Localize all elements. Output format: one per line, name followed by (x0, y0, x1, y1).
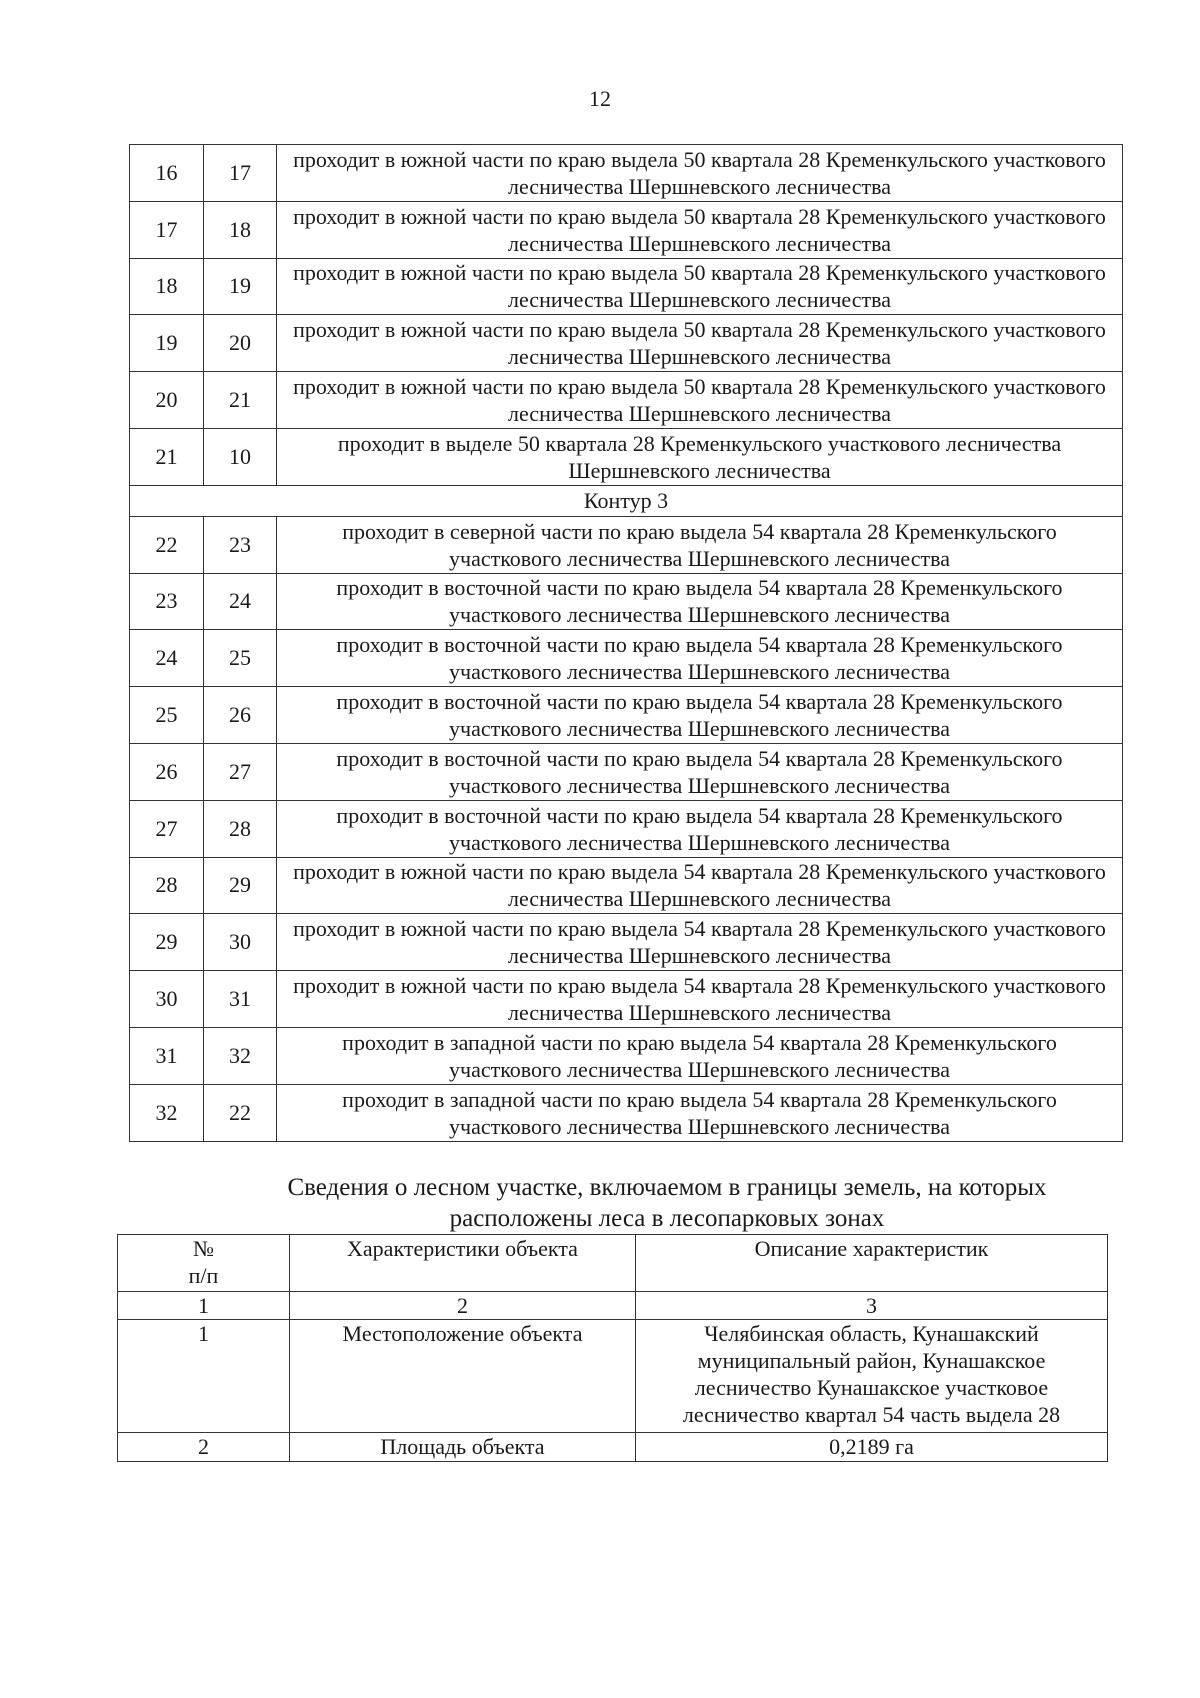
row-characteristic: Площадь объекта (290, 1433, 636, 1462)
boundary-description: проходит в южной части по краю выдела 50 квартала 28 Кременкульского участкового лесничества Шершневского лесничества (277, 372, 1123, 429)
point-to: 27 (204, 743, 277, 800)
point-from: 28 (130, 857, 204, 914)
page-number: 12 (589, 86, 611, 111)
boundary-description: проходит в южной части по краю выдела 50 квартала 28 Кременкульского участкового лесничества Шершневского лесничества (277, 258, 1123, 315)
header-number-symbol: № (193, 1236, 214, 1261)
boundary-row (130, 743, 1123, 800)
info-index-row (118, 1292, 1108, 1320)
boundary-row (130, 630, 1123, 687)
row-description (636, 1320, 1108, 1433)
section-title (117, 1172, 1200, 1234)
boundary-description: проходит в восточной части по краю выдела 54 квартала 28 Кременкульского участкового лесничества Шершневского лесничества (277, 630, 1123, 687)
boundary-description: проходит в западной части по краю выдела 54 квартала 28 Кременкульского участкового лесничества Шершневского лесничества (277, 1027, 1123, 1084)
boundary-description: проходит в восточной части по краю выдела 54 квартала 28 Кременкульского участкового лесничества Шершневского лесничества (277, 743, 1123, 800)
row-description: 0,2189 га (636, 1433, 1108, 1462)
description-line: лесничество Кунашакское участковое (694, 1375, 1049, 1400)
point-from: 19 (130, 315, 204, 372)
point-to: 21 (204, 372, 277, 429)
point-from: 30 (130, 971, 204, 1028)
index-cell: 2 (290, 1292, 636, 1320)
boundary-row (130, 372, 1123, 429)
boundary-description: проходит в восточной части по краю выдела 54 квартала 28 Кременкульского участкового лесничества Шершневского лесничества (277, 687, 1123, 744)
point-from: 16 (130, 145, 204, 202)
boundary-description: проходит в южной части по краю выдела 54 квартала 28 Кременкульского участкового лесничества Шершневского лесничества (277, 971, 1123, 1028)
boundary-row (130, 573, 1123, 630)
point-from: 26 (130, 743, 204, 800)
boundary-row (130, 914, 1123, 971)
point-to: 32 (204, 1027, 277, 1084)
info-row-location (118, 1320, 1108, 1433)
boundary-description: проходит в выделе 50 квартала 28 Кременкульского участкового лесничества Шершневского лесничества (277, 428, 1123, 485)
boundary-row (130, 1084, 1123, 1141)
point-to: 24 (204, 573, 277, 630)
boundary-row (130, 201, 1123, 258)
boundary-row (130, 145, 1123, 202)
index-cell: 1 (118, 1292, 290, 1320)
boundary-description: проходит в южной части по краю выдела 50 квартала 28 Кременкульского участкового лесничества Шершневского лесничества (277, 315, 1123, 372)
boundary-description: проходит в южной части по краю выдела 54 квартала 28 Кременкульского участкового лесничества Шершневского лесничества (277, 914, 1123, 971)
description-line: Челябинская область, Кунашакский (704, 1321, 1039, 1346)
header-number-abbr: п/п (188, 1263, 219, 1288)
boundary-row (130, 800, 1123, 857)
point-from: 32 (130, 1084, 204, 1141)
boundary-description: проходит в южной части по краю выдела 50 квартала 28 Кременкульского участкового лесничества Шершневского лесничества (277, 201, 1123, 258)
boundary-description: проходит в восточной части по краю выдела 54 квартала 28 Кременкульского участкового лесничества Шершневского лесничества (277, 573, 1123, 630)
contour-row (130, 485, 1123, 516)
boundary-row (130, 687, 1123, 744)
contour-label: Контур 3 (130, 485, 1123, 516)
point-to: 17 (204, 145, 277, 202)
boundary-row (130, 971, 1123, 1028)
point-to: 25 (204, 630, 277, 687)
boundary-row (130, 1027, 1123, 1084)
boundary-row (130, 315, 1123, 372)
point-to: 30 (204, 914, 277, 971)
boundary-table (129, 144, 1123, 1142)
section-title-line-2: расположены леса в лесопарковых зонах (449, 1205, 885, 1232)
point-to: 26 (204, 687, 277, 744)
point-from: 25 (130, 687, 204, 744)
point-from: 17 (130, 201, 204, 258)
row-number: 2 (118, 1433, 290, 1462)
point-to: 23 (204, 516, 277, 573)
boundary-description: проходит в западной части по краю выдела 54 квартала 28 Кременкульского участкового лесничества Шершневского лесничества (277, 1084, 1123, 1141)
boundary-description: проходит в южной части по краю выдела 54 квартала 28 Кременкульского участкового лесничества Шершневского лесничества (277, 857, 1123, 914)
row-number: 1 (118, 1320, 290, 1433)
header-characteristics: Характеристики объекта (290, 1235, 636, 1292)
boundary-row (130, 258, 1123, 315)
boundary-row (130, 428, 1123, 485)
point-to: 18 (204, 201, 277, 258)
point-from: 29 (130, 914, 204, 971)
description-line: лесничество квартал 54 часть выдела 28 (682, 1402, 1061, 1427)
header-description: Описание характеристик (636, 1235, 1108, 1292)
point-from: 22 (130, 516, 204, 573)
point-to: 29 (204, 857, 277, 914)
description-line: муниципальный район, Кунашакское (697, 1348, 1046, 1373)
point-to: 20 (204, 315, 277, 372)
info-header-row (118, 1235, 1108, 1292)
point-from: 21 (130, 428, 204, 485)
boundary-description: проходит в южной части по краю выдела 50 квартала 28 Кременкульского участкового лесничества Шершневского лесничества (277, 145, 1123, 202)
boundary-description: проходит в восточной части по краю выдела 54 квартала 28 Кременкульского участкового лесничества Шершневского лесничества (277, 800, 1123, 857)
boundary-description: проходит в северной части по краю выдела 54 квартала 28 Кременкульского участкового лесничества Шершневского лесничества (277, 516, 1123, 573)
info-row-area (118, 1433, 1108, 1462)
point-from: 20 (130, 372, 204, 429)
boundary-row (130, 516, 1123, 573)
point-from: 31 (130, 1027, 204, 1084)
point-from: 27 (130, 800, 204, 857)
point-from: 24 (130, 630, 204, 687)
boundary-row (130, 857, 1123, 914)
header-number (118, 1235, 290, 1292)
section-title-line-1: Сведения о лесном участке, включаемом в границы земель, на которых (287, 1174, 1047, 1201)
index-cell: 3 (636, 1292, 1108, 1320)
point-to: 31 (204, 971, 277, 1028)
point-to: 22 (204, 1084, 277, 1141)
point-from: 23 (130, 573, 204, 630)
point-to: 19 (204, 258, 277, 315)
row-characteristic: Местоположение объекта (290, 1320, 636, 1433)
point-to: 10 (204, 428, 277, 485)
info-table (117, 1234, 1108, 1462)
point-to: 28 (204, 800, 277, 857)
point-from: 18 (130, 258, 204, 315)
